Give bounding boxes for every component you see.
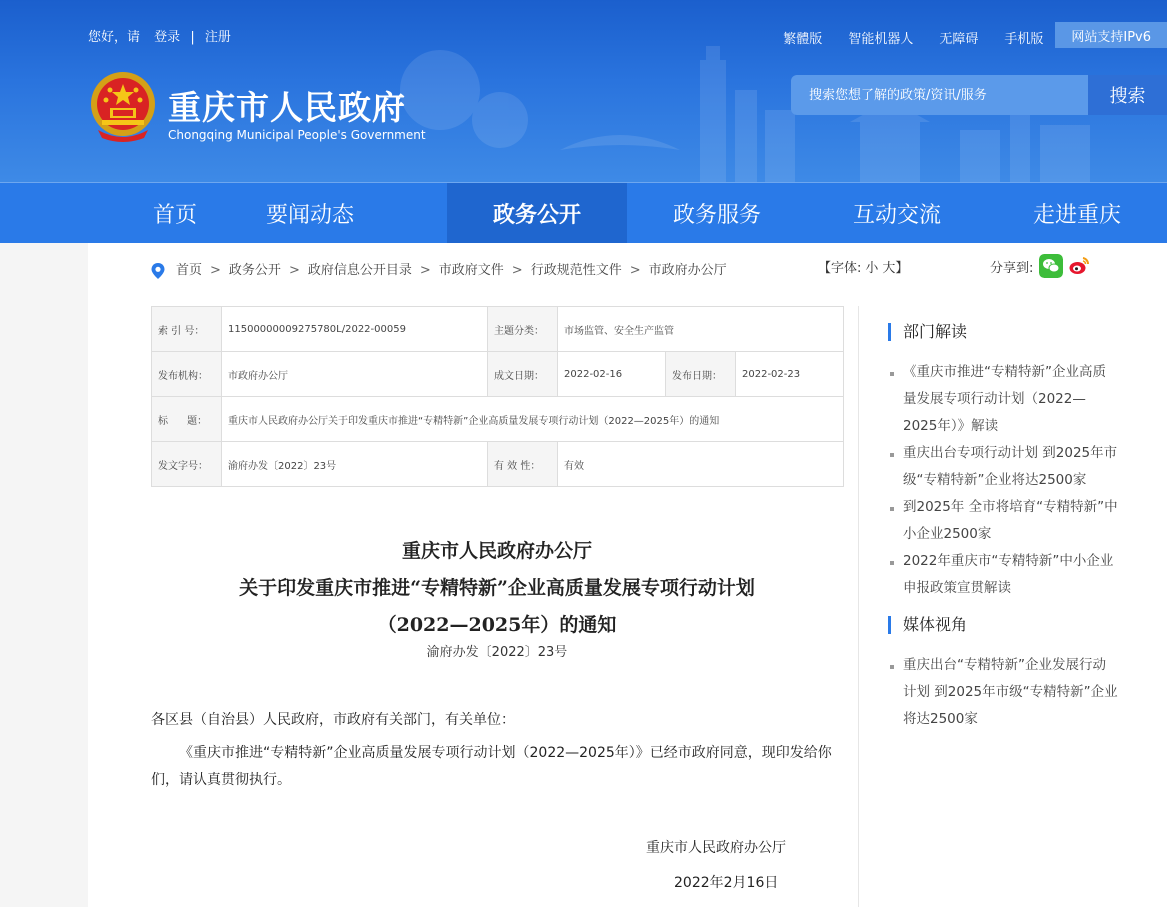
top-links <box>757 22 1167 48</box>
doc-number-value: 渝府办发〔2022〕23号 <box>222 442 488 487</box>
font-small-button[interactable]: 小 <box>865 261 879 276</box>
font-size-label: 【字体: <box>818 261 862 276</box>
published-date-value: 2022-02-23 <box>736 352 844 397</box>
document-date: 2022年2月16日 <box>674 875 779 891</box>
greeting-separator: | <box>190 30 195 45</box>
table-row <box>152 397 844 442</box>
nav-home[interactable]: 首页 <box>153 202 198 228</box>
breadcrumb-separator: > <box>629 263 641 278</box>
breadcrumb-separator: > <box>210 263 221 278</box>
share-label: 分享到: <box>990 260 1034 276</box>
location-pin-icon <box>150 262 166 280</box>
index-label: 索 引 号： <box>152 307 222 352</box>
validity-value: 有效 <box>558 442 844 487</box>
validity-label: 有 效 性： <box>488 442 558 487</box>
sidebar-media-view-title: 媒体视角 <box>888 616 1118 634</box>
document-title-line1: 重庆市人民政府办公厅 <box>401 540 592 562</box>
index-value: 11500000009275780L/2022-00059 <box>222 307 488 352</box>
breadcrumb-home[interactable]: 首页 <box>176 263 203 278</box>
weibo-icon[interactable] <box>1067 254 1091 278</box>
breadcrumb-separator: > <box>419 263 431 278</box>
list-item[interactable]: 《重庆市推进“专精特新”企业高质量发展专项行动计划（2022—2025年）》解读 <box>888 359 1118 440</box>
document-body: 《重庆市推进“专精特新”企业高质量发展专项行动计划（2022—2025年）》已经市政府同意，现印发给你们，请认真贯彻执行。 <box>151 745 832 788</box>
font-large-button[interactable]: 大 <box>882 261 896 276</box>
doc-number-label: 发文字号： <box>152 442 222 487</box>
site-title: 重庆市人民政府 <box>168 88 406 127</box>
breadcrumb <box>150 257 750 284</box>
title-label: 标 题： <box>152 397 222 442</box>
column-divider <box>858 306 859 907</box>
issuer-label: 发布机构： <box>152 352 222 397</box>
sidebar <box>888 323 1118 733</box>
main-content <box>88 243 1167 907</box>
font-size-close: 】 <box>895 261 909 276</box>
nav-gov-affairs[interactable]: 政务公开 <box>447 183 627 243</box>
document-meta-table <box>151 306 844 487</box>
site-header <box>0 0 1167 182</box>
nav-about-chongqing[interactable]: 走进重庆 <box>1032 202 1121 228</box>
topic-label: 主题分类： <box>488 307 558 352</box>
search-input[interactable] <box>791 75 1088 115</box>
table-row <box>152 442 844 487</box>
written-date-label: 成文日期： <box>488 352 558 397</box>
document-salutation: 各区县（自治县）人民政府，市政府有关部门，有关单位： <box>151 712 515 728</box>
breadcrumb-separator: > <box>511 263 523 278</box>
register-link[interactable]: 注册 <box>204 30 231 45</box>
written-date-value: 2022-02-16 <box>558 352 666 397</box>
title-value: 重庆市人民政府办公厅关于印发重庆市推进“专精特新”企业高质量发展专项行动计划（2022—2025年）的通知 <box>222 397 844 442</box>
wechat-icon[interactable] <box>1039 254 1063 278</box>
breadcrumb-general-office[interactable]: 市政府办公厅 <box>648 263 727 278</box>
top-bar <box>0 22 1167 48</box>
sidebar-dept-interpretation-title: 部门解读 <box>888 323 1118 341</box>
nav-interaction[interactable]: 互动交流 <box>852 202 941 228</box>
media-view-list <box>888 652 1118 733</box>
document-title-line3: （2022—2025年）的通知 <box>377 614 617 636</box>
nav-gov-services[interactable]: 政务服务 <box>672 202 761 228</box>
main-nav <box>0 182 1167 243</box>
chatbot-link[interactable]: 智能机器人 <box>848 31 914 47</box>
site-subtitle: Chongqing Municipal People's Government <box>168 128 426 142</box>
document-number: 渝府办发〔2022〕23号 <box>426 645 568 660</box>
user-greeting <box>88 26 231 45</box>
nav-news[interactable]: 要闻动态 <box>266 202 355 228</box>
mobile-link[interactable]: 手机版 <box>1004 31 1044 47</box>
list-item[interactable]: 2022年重庆市“专精特新”中小企业申报政策宣贯解读 <box>888 548 1118 602</box>
list-item[interactable]: 重庆出台“专精特新”企业发展行动计划 到2025年市级“专精特新”企业将达2500家 <box>888 652 1118 733</box>
breadcrumb-info-catalog[interactable]: 政府信息公开目录 <box>307 263 412 278</box>
share-bar <box>990 254 1091 278</box>
topic-value: 市场监管、安全生产监管 <box>558 307 844 352</box>
list-item[interactable]: 重庆出台专项行动计划 到2025年市级“专精特新”企业将达2500家 <box>888 440 1118 494</box>
document-signature: 重庆市人民政府办公厅 <box>646 840 786 856</box>
breadcrumb-municipal-docs[interactable]: 市政府文件 <box>438 263 504 278</box>
issuer-value: 市政府办公厅 <box>222 352 488 397</box>
login-link[interactable]: 登录 <box>154 30 181 45</box>
table-row <box>152 352 844 397</box>
published-date-label: 发布日期： <box>666 352 736 397</box>
breadcrumb-separator: > <box>288 263 300 278</box>
greeting-text: 您好，请 <box>88 30 141 45</box>
search-bar <box>791 75 1167 115</box>
traditional-chinese-link[interactable]: 繁體版 <box>783 31 823 47</box>
ipv6-badge[interactable]: 网站支持IPv6 <box>1055 22 1167 48</box>
table-row <box>152 307 844 352</box>
accessibility-link[interactable]: 无障碍 <box>939 31 979 47</box>
breadcrumb-gov-affairs[interactable]: 政务公开 <box>228 263 281 278</box>
national-emblem-icon <box>88 70 158 142</box>
list-item[interactable]: 到2025年 全市将培育“专精特新”中小企业2500家 <box>888 494 1118 548</box>
document-title <box>150 533 844 644</box>
dept-interpretation-list <box>888 359 1118 602</box>
breadcrumb-normative-docs[interactable]: 行政规范性文件 <box>530 263 622 278</box>
font-size-control <box>818 257 908 276</box>
search-button[interactable]: 搜索 <box>1088 75 1167 115</box>
document-title-line2: 关于印发重庆市推进“专精特新”企业高质量发展专项行动计划 <box>239 577 755 599</box>
